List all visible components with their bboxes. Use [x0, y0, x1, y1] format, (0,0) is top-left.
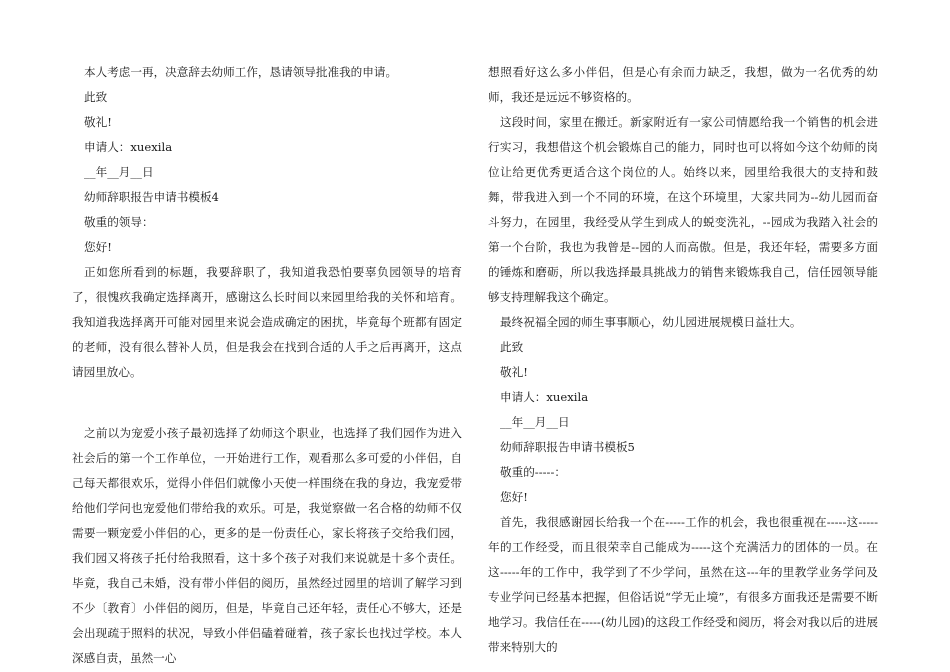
- salutation-2: 敬重的-----：: [500, 465, 566, 479]
- date-line-2: __年__月__日: [500, 415, 570, 429]
- salutation: 敬重的领导：: [84, 215, 154, 229]
- paragraph-continuation: 想照看好这么多小伴侣，但是心有余而力缺乏，我想，做为一名优秀的幼师，我还是远远不够资格的。: [488, 65, 878, 104]
- greeting-2: 您好!: [500, 490, 528, 504]
- greeting: 您好!: [84, 240, 112, 254]
- paragraph-body-3: 这段时间，家里在搬迁。新家附近有一家公司情愿给我一个销售的机会进行实习，我想借这个机会锻炼自己的能力，同时也可以将如今这个幼师的岗位让给更优秀更适合这个岗位的人。始终以来，园里给我很大的支持和鼓舞，带我进入到一个不同的环境，在这个环境里，大家共同为--幼儿园而奋斗努力，在园里，我经受从学生到成人的蜕变洗礼，--园成为我踏入社会的第一个台阶，我也为我曾是--园的人而高傲。但是，我还年轻，需要多方面的锤炼和磨砺，所以我选择最具挑战力的销售来锻炼我自己，信任园领导能够支持理解我这个确定。: [488, 115, 878, 304]
- applicant-line: 申请人：xuexila: [84, 140, 173, 154]
- date-line: __年__月__日: [84, 165, 154, 179]
- closing-jingli: 敬礼!: [84, 115, 112, 129]
- left-text-column: [72, 60, 462, 671]
- blank-line: [72, 385, 462, 421]
- paragraph-wishes: 最终祝福全园的师生事事顺心，幼儿园进展规模日益壮大。: [500, 315, 802, 329]
- closing-jingli-2: 敬礼!: [500, 365, 528, 379]
- template-heading-4: 幼师辞职报告申请书模板4: [84, 190, 219, 204]
- paragraph-body-2: 之前以为宠爱小孩子最初选择了幼师这个职业，也选择了我们园作为进入社会后的第一个工作单位，一开始进行工作，观看那么多可爱的小伴侣，自己每天都很欢乐，觉得小伴侣们就像小天使一样围绕在我的身边，我宠爱带给他们学问也宠爱他们带给我的欢乐。可是，我觉察做一名合格的幼师不仅需要一颗宠爱小伴侣的心，更多的是一份责任心，家长将孩子交给我们园，我们园又将孩子托付给我照看，这十多个孩子对我们来说就是十多个责任。毕竟，我自己未婚，没有带小伴侣的阅历，虽然经过园里的培训了解学习到不少〔教育〕小伴侣的阅历，但是，毕竟自己还年轻，责任心不够大，还是会出现疏于照料的状况，导致小伴侣磕着碰着，孩子家长也找过学校。本人深感自责，虽然一心: [72, 426, 462, 665]
- applicant-line-2: 申请人：xuexila: [500, 390, 589, 404]
- closing-cizhi: 此致: [84, 90, 108, 104]
- closing-cizhi-2: 此致: [500, 340, 524, 354]
- paragraph-resignation-decision: 本人考虑一再，决意辞去幼师工作，恳请领导批准我的申请。: [84, 65, 398, 79]
- template-heading-5: 幼师辞职报告申请书模板5: [500, 440, 635, 454]
- paragraph-body-1: 正如您所看到的标题，我要辞职了，我知道我恐怕要辜负园领导的培育了，很愧疚我确定选择离开，感谢这么长时间以来园里给我的关怀和培育。 我知道我选择离开可能对园里来说会造成确定的困扰，毕竟每个班都有固定的老师，没有很么替补人员，但是我会在找到合适的人手之后再离开，这点请园里放心。: [72, 265, 462, 379]
- paragraph-body-4: 首先，我很感谢园长给我一个在-----工作的机会，我也很重视在-----这-----年的工作经受，而且很荣幸自己能成为-----这个充满活力的团体的一员。在这-----年的工作中，我学到了不少学问，虽然在这---年的里教学业务学问及专业学问已经基本把握，但俗话说“学无止境”，有很多方面我还是需要不断地学习。我信任在-----(幼儿园)的这段工作经受和阅历，将会对我以后的进展带来特别大的: [488, 515, 878, 654]
- right-text-column: [488, 60, 878, 660]
